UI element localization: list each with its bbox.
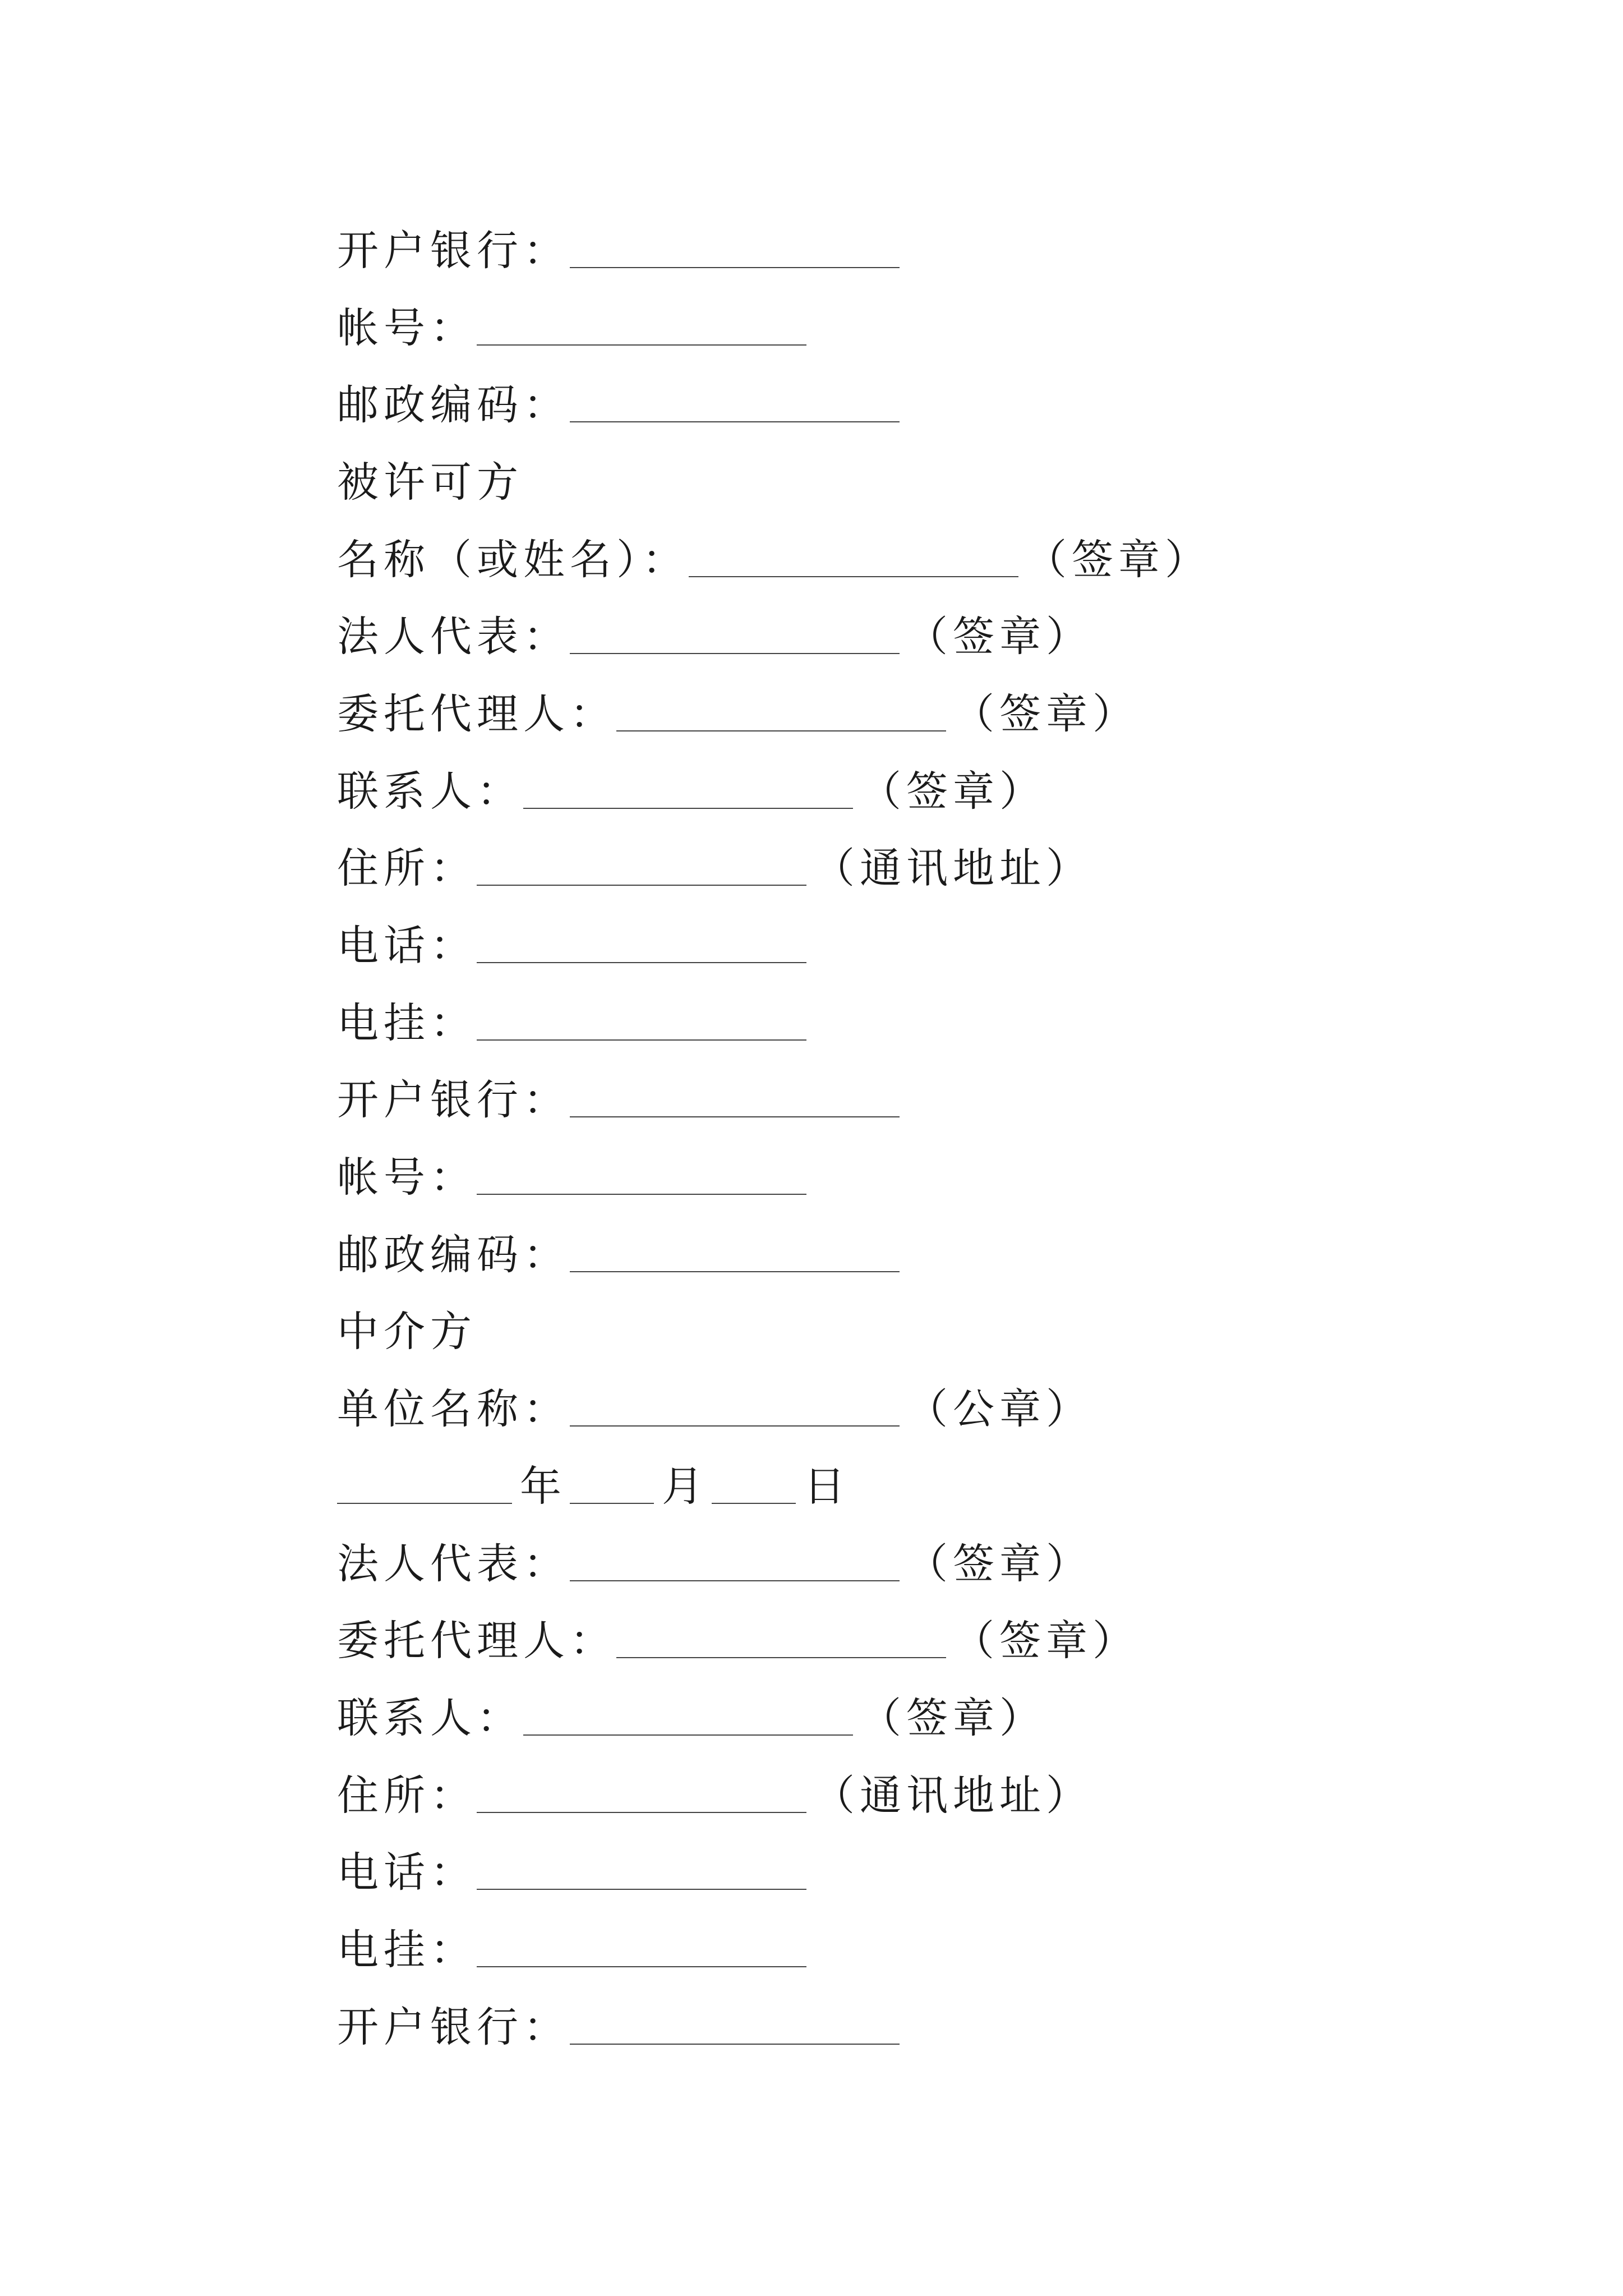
- blank-line[interactable]: [523, 1701, 853, 1736]
- legal-rep-line: [337, 1525, 1459, 1603]
- blank-line[interactable]: [477, 851, 806, 886]
- bank-line: [337, 1989, 1459, 2066]
- telegraph-line: [337, 984, 1459, 1062]
- field-label: 委托代理人：: [337, 689, 616, 738]
- blank-line[interactable]: [616, 1623, 946, 1658]
- field-label: 电话：: [337, 1848, 477, 1897]
- blank-line[interactable]: [570, 2010, 900, 2045]
- field-label: 电挂：: [337, 999, 477, 1047]
- blank-line[interactable]: [477, 311, 806, 346]
- field-label: 电话：: [337, 922, 477, 970]
- account-line: [337, 289, 1459, 367]
- bank-line: [337, 1062, 1459, 1139]
- legal-rep-line: [337, 598, 1459, 675]
- blank-line[interactable]: [477, 1932, 806, 1967]
- agent-line: [337, 1602, 1459, 1680]
- address-line: [337, 1757, 1459, 1834]
- field-label: 住所：: [337, 844, 477, 893]
- section-title: 中介方: [337, 1308, 477, 1356]
- field-label: 联系人：: [337, 1694, 523, 1742]
- field-suffix: （通讯地址）: [813, 844, 1092, 893]
- blank-line[interactable]: [477, 1855, 806, 1890]
- field-label: 邮政编码：: [337, 1230, 570, 1279]
- day-blank[interactable]: [712, 1469, 796, 1504]
- unit-name-line: [337, 1370, 1459, 1448]
- blank-line[interactable]: [477, 928, 806, 963]
- document-body: [337, 212, 1459, 2066]
- agent-line: [337, 675, 1459, 753]
- blank-line[interactable]: [570, 619, 900, 654]
- phone-line: [337, 1834, 1459, 1911]
- field-suffix: （签章）: [1025, 535, 1211, 584]
- field-label: 单位名称：: [337, 1385, 570, 1434]
- field-label: 开户银行：: [337, 2003, 570, 2051]
- name-line: [337, 521, 1459, 599]
- blank-line[interactable]: [689, 542, 1018, 577]
- field-label: 开户银行：: [337, 1076, 570, 1125]
- field-label: 法人代表：: [337, 1539, 570, 1588]
- blank-line[interactable]: [477, 1006, 806, 1041]
- blank-line[interactable]: [616, 697, 946, 731]
- blank-line[interactable]: [570, 1392, 900, 1427]
- blank-line[interactable]: [477, 1778, 806, 1813]
- field-label: 名称（或姓名）：: [337, 535, 689, 584]
- field-suffix: （签章）: [860, 1694, 1046, 1742]
- field-label: 委托代理人：: [337, 1617, 616, 1665]
- date-line: [337, 1448, 1459, 1525]
- contact-line: [337, 1680, 1459, 1757]
- field-label: 帐号：: [337, 303, 477, 352]
- blank-line[interactable]: [570, 1237, 900, 1272]
- field-suffix: （签章）: [860, 767, 1046, 816]
- blank-line[interactable]: [477, 1160, 806, 1195]
- blank-line[interactable]: [570, 233, 900, 268]
- field-suffix: （通讯地址）: [813, 1771, 1092, 1820]
- address-line: [337, 830, 1459, 908]
- field-label: 电挂：: [337, 1925, 477, 1974]
- contact-line: [337, 753, 1459, 830]
- day-label: 日: [804, 1462, 850, 1511]
- section-heading-intermediary: [337, 1294, 1459, 1371]
- postal-code-line: [337, 1216, 1459, 1294]
- section-heading-licensee: [337, 444, 1459, 521]
- field-label: 邮政编码：: [337, 381, 570, 430]
- postal-code-line: [337, 366, 1459, 444]
- month-label: 月: [662, 1462, 708, 1511]
- phone-line: [337, 907, 1459, 984]
- account-line: [337, 1139, 1459, 1216]
- field-label: 法人代表：: [337, 613, 570, 661]
- field-label: 开户银行：: [337, 226, 570, 275]
- field-label: 联系人：: [337, 767, 523, 816]
- blank-line[interactable]: [570, 1547, 900, 1581]
- month-blank[interactable]: [570, 1469, 654, 1504]
- telegraph-line: [337, 1911, 1459, 1989]
- field-suffix: （签章）: [953, 689, 1139, 738]
- field-suffix: （签章）: [906, 1539, 1092, 1588]
- blank-line[interactable]: [570, 1083, 900, 1117]
- field-suffix: （签章）: [953, 1617, 1139, 1665]
- year-blank[interactable]: [337, 1469, 512, 1504]
- bank-line: [337, 212, 1459, 289]
- field-suffix: （公章）: [906, 1385, 1092, 1434]
- field-label: 帐号：: [337, 1153, 477, 1202]
- year-label: 年: [520, 1462, 566, 1511]
- blank-line[interactable]: [523, 774, 853, 809]
- blank-line[interactable]: [570, 388, 900, 422]
- field-suffix: （签章）: [906, 613, 1092, 661]
- field-label: 住所：: [337, 1771, 477, 1820]
- section-title: 被许可方: [337, 458, 523, 507]
